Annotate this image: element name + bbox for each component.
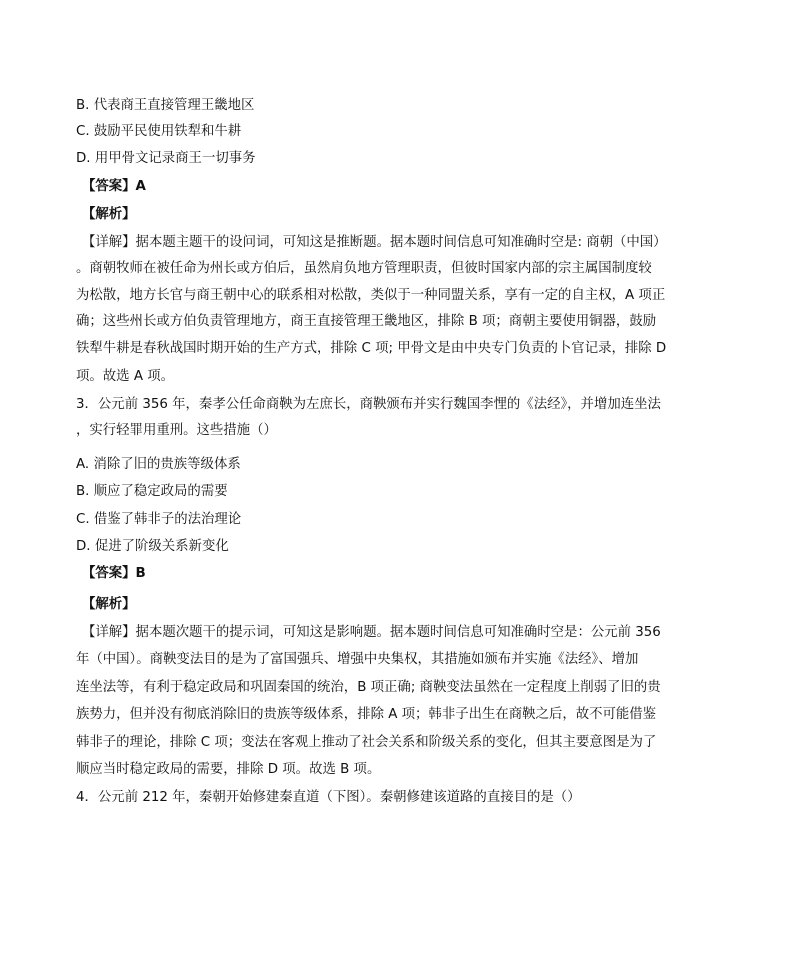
- q2-answer: 【答案】A: [82, 179, 146, 194]
- q2-option-d: D. 用甲骨文记录商王一切事务: [76, 151, 256, 166]
- q3-option-c: C. 借鉴了韩非子的法治理论: [76, 512, 242, 527]
- q2-analysis-heading: 【解析】: [82, 207, 136, 222]
- q2-analysis-line: 。商朝牧师在被任命为州长或方伯后，虽然肩负地方管理职责，但彼时国家内部的宗主属国制度较: [76, 261, 652, 276]
- q3-analysis-line: 顺应当时稳定政局的需要，排除 D 项。故选 B 项。: [76, 762, 381, 777]
- q4-stem: 4．公元前 212 年，秦朝开始修建秦直道（下图）。秦朝修建该道路的直接目的是（）: [76, 790, 581, 805]
- q3-stem-line: ，实行轻罪用重刑。这些措施（）: [76, 423, 277, 438]
- q3-answer: 【答案】B: [82, 566, 146, 581]
- q2-analysis-line: 为松散，地方长官与商王朝中心的联系相对松散，类似于一种同盟关系，享有一定的自主权，A 项正: [76, 288, 666, 303]
- q2-analysis-line: 确；这些州长或方伯负责管理地方，商王直接管理王畿地区，排除 B 项；商朝主要使用铜器，鼓励: [76, 314, 657, 329]
- q3-analysis-heading: 【解析】: [82, 597, 136, 612]
- q3-option-b: B. 顺应了稳定政局的需要: [76, 484, 228, 499]
- q2-analysis-line: 铁犁牛耕是春秋战国时期开始的生产方式，排除 C 项; 甲骨文是由中央专门负责的卜官记录，排除 D: [76, 341, 667, 356]
- q3-analysis-line: 年（中国）。商鞅变法目的是为了富国强兵、增强中央集权，其措施如颁布并实施《法经》、增加: [76, 652, 639, 667]
- q3-analysis-line: 【详解】据本题次题干的提示词，可知这是影响题。据本题时间信息可知准确时空是：公元前 356: [82, 625, 661, 640]
- q3-analysis-line: 族势力，但并没有彻底消除旧的贵族等级体系，排除 A 项；韩非子出生在商鞅之后，故不可能借鉴: [76, 707, 657, 722]
- q3-analysis-line: 韩非子的理论，排除 C 项；变法在客观上推动了社会关系和阶级关系的变化，但其主要意图是为了: [76, 735, 657, 750]
- q3-option-a: A. 消除了旧的贵族等级体系: [76, 457, 241, 472]
- q3-stem-line: 3．公元前 356 年，秦孝公任命商鞅为左庶长，商鞅颁布并实行魏国李悝的《法经》，并增加连坐法: [76, 397, 661, 412]
- q2-analysis-line: 项。故选 A 项。: [76, 369, 175, 384]
- q2-option-c: C. 鼓励平民使用铁犁和牛耕: [76, 124, 242, 139]
- q3-analysis-line: 连坐法等，有利于稳定政局和巩固秦国的统治，B 项正确; 商鞅变法虽然在一定程度上削弱了旧的贵: [76, 680, 661, 695]
- q3-option-d: D. 促进了阶级关系新变化: [76, 539, 229, 554]
- q2-analysis-line: 【详解】据本题主题干的设问词，可知这是推断题。据本题时间信息可知准确时空是: 商朝（中国）: [82, 235, 667, 250]
- q2-option-b: B. 代表商王直接管理王畿地区: [76, 98, 255, 113]
